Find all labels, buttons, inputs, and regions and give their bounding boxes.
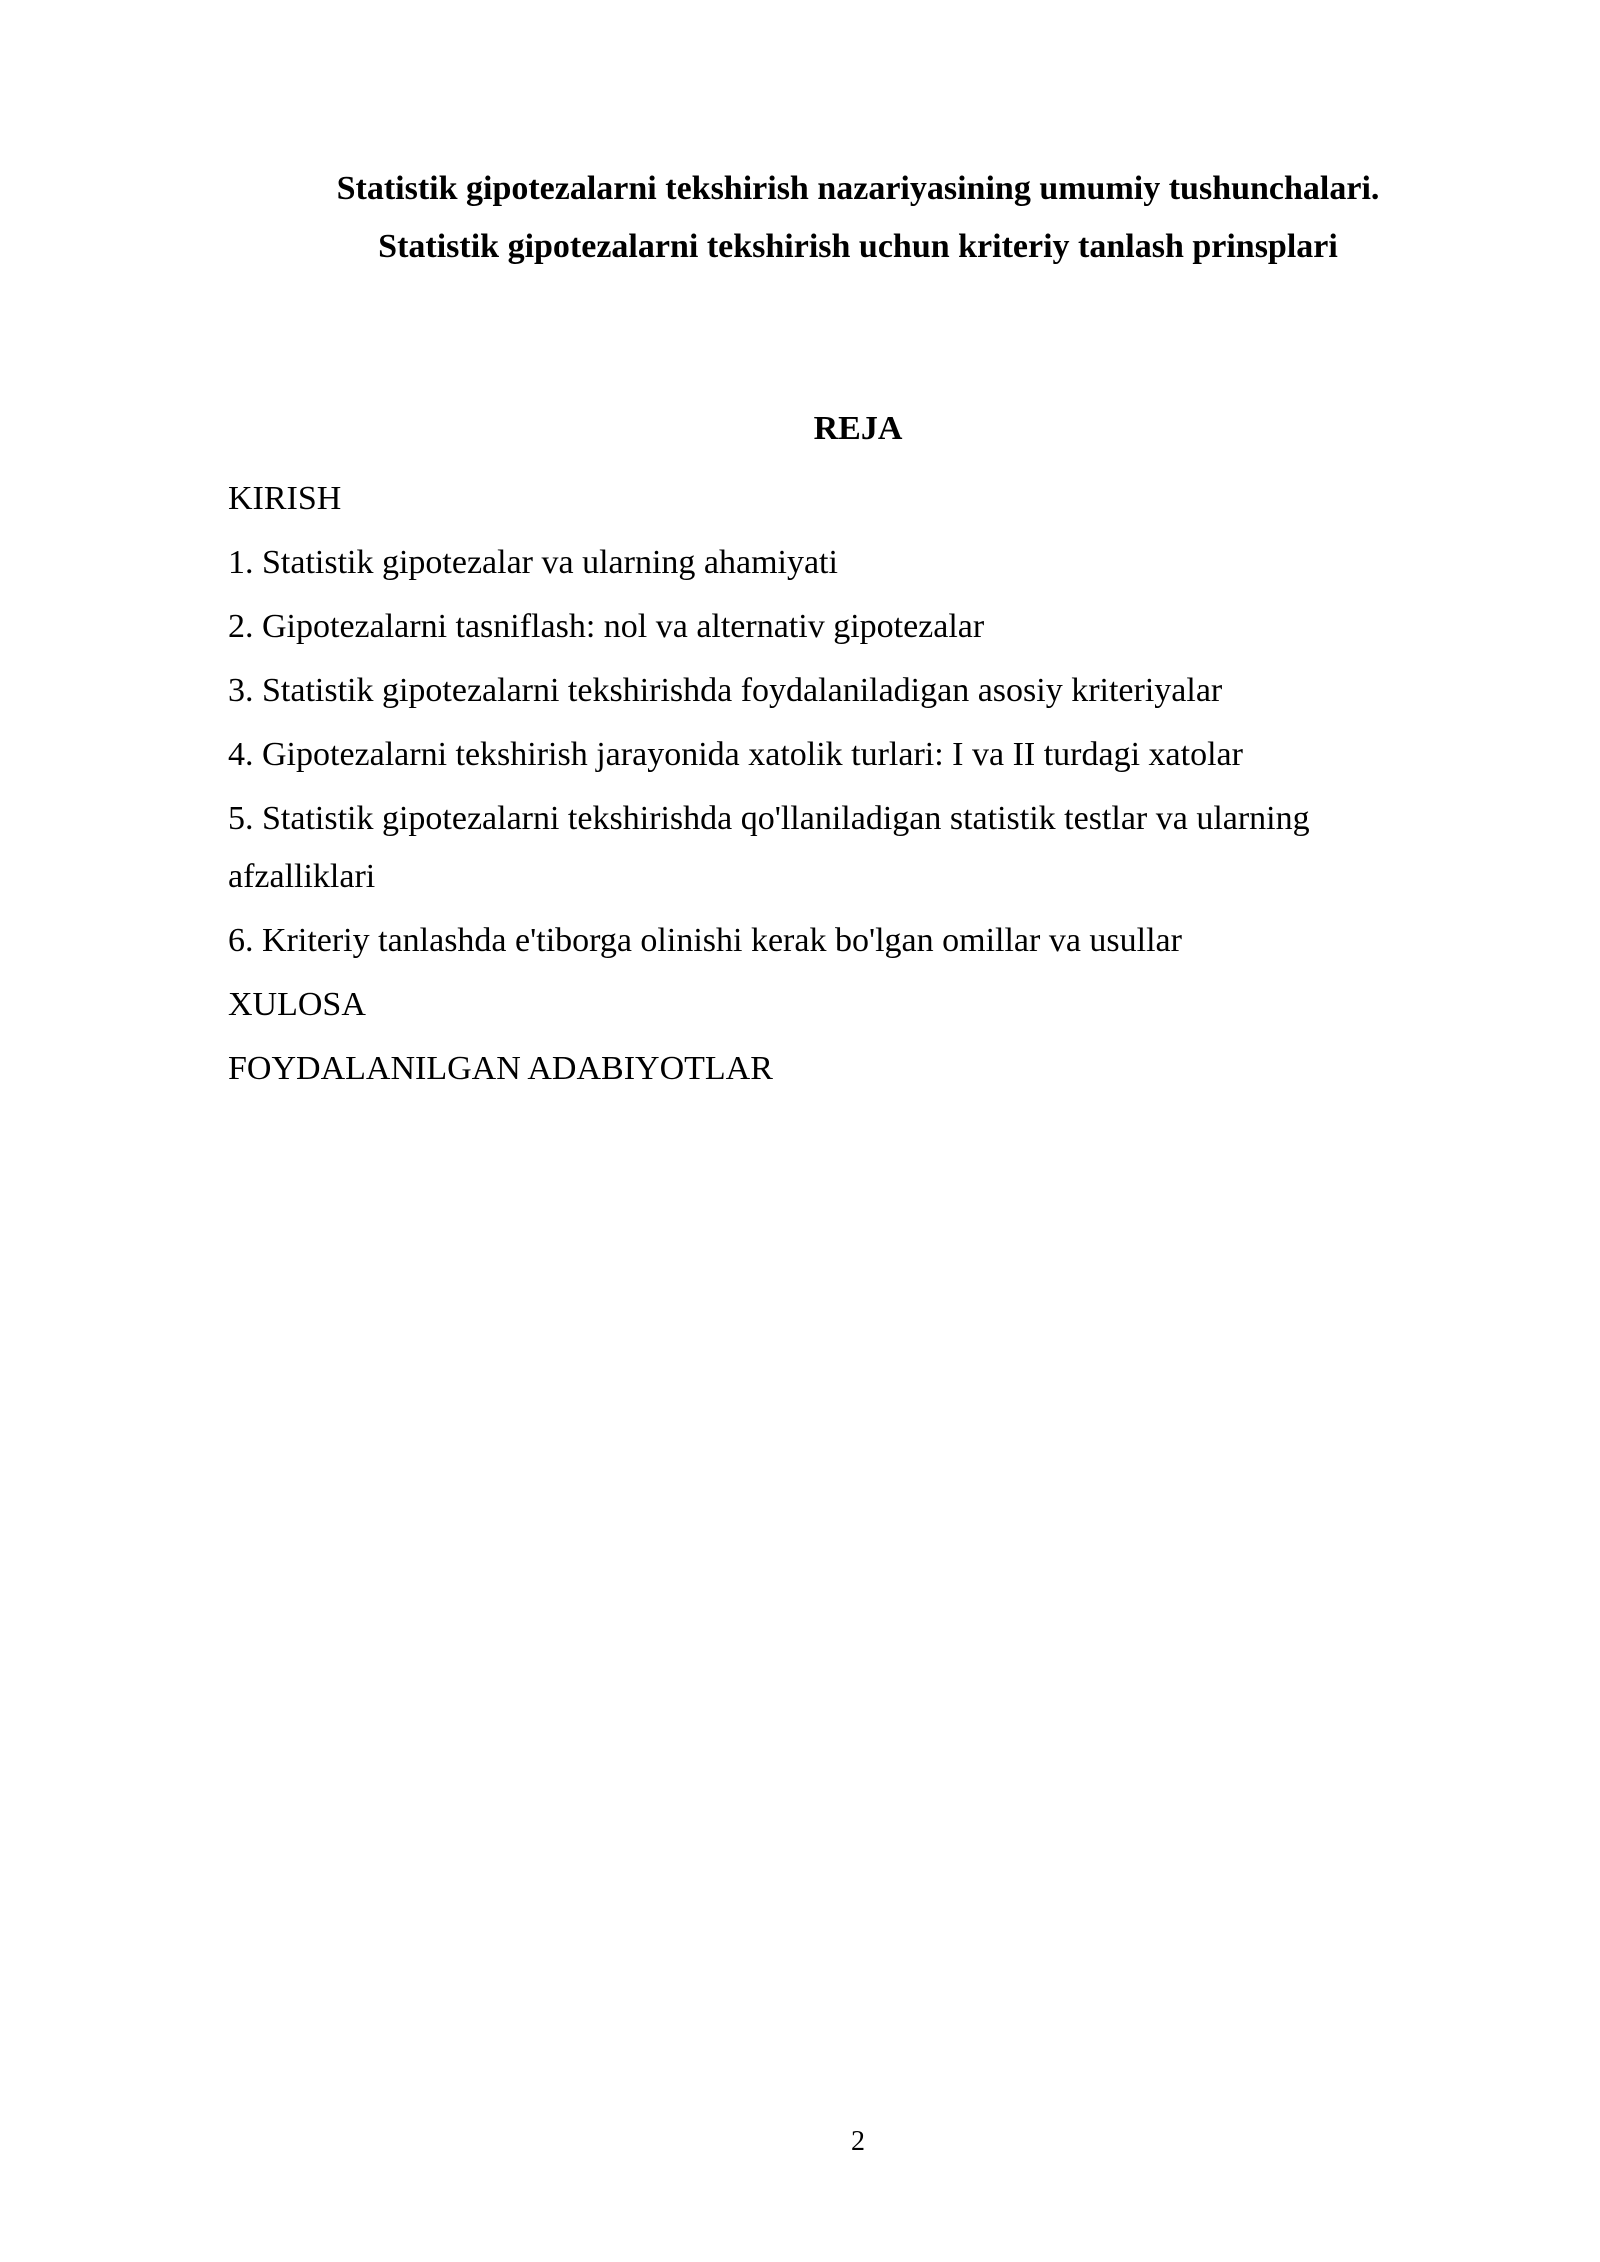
plan-item-2: 2. Gipotezalarni tasniflash: nol va alternativ gipotezalar	[228, 608, 985, 645]
plan-heading: REJA	[813, 410, 903, 447]
document-title	[228, 160, 1488, 276]
title-line-1: Statistik gipotezalarni tekshirish nazariyasining umumiy tushunchalari.	[336, 170, 1380, 207]
plan-item-references: FOYDALANILGAN ADABIYOTLAR	[228, 1050, 773, 1087]
plan-item-3: 3. Statistik gipotezalarni tekshirishda foydalaniladigan asosiy kriteriyalar	[228, 672, 1223, 709]
plan-item-5: 5. Statistik gipotezalarni tekshirishda qo'llaniladigan statistik testlar va ularning afzalliklari	[228, 800, 1310, 895]
title-line-2: Statistik gipotezalarni tekshirish uchun kriteriy tanlash prinsplari	[378, 228, 1338, 265]
plan-list	[228, 470, 1428, 1104]
plan-item-introduction: KIRISH	[228, 480, 342, 517]
plan-item-1: 1. Statistik gipotezalar va ularning ahamiyati	[228, 544, 838, 581]
page-number: 2	[851, 2126, 865, 2157]
plan-item-6: 6. Kriteriy tanlashda e'tiborga olinishi kerak bo'lgan omillar va usullar	[228, 922, 1182, 959]
plan-item-conclusion: XULOSA	[228, 986, 366, 1023]
plan-item-4: 4. Gipotezalarni tekshirish jarayonida xatolik turlari: I va II turdagi xatolar	[228, 736, 1243, 773]
